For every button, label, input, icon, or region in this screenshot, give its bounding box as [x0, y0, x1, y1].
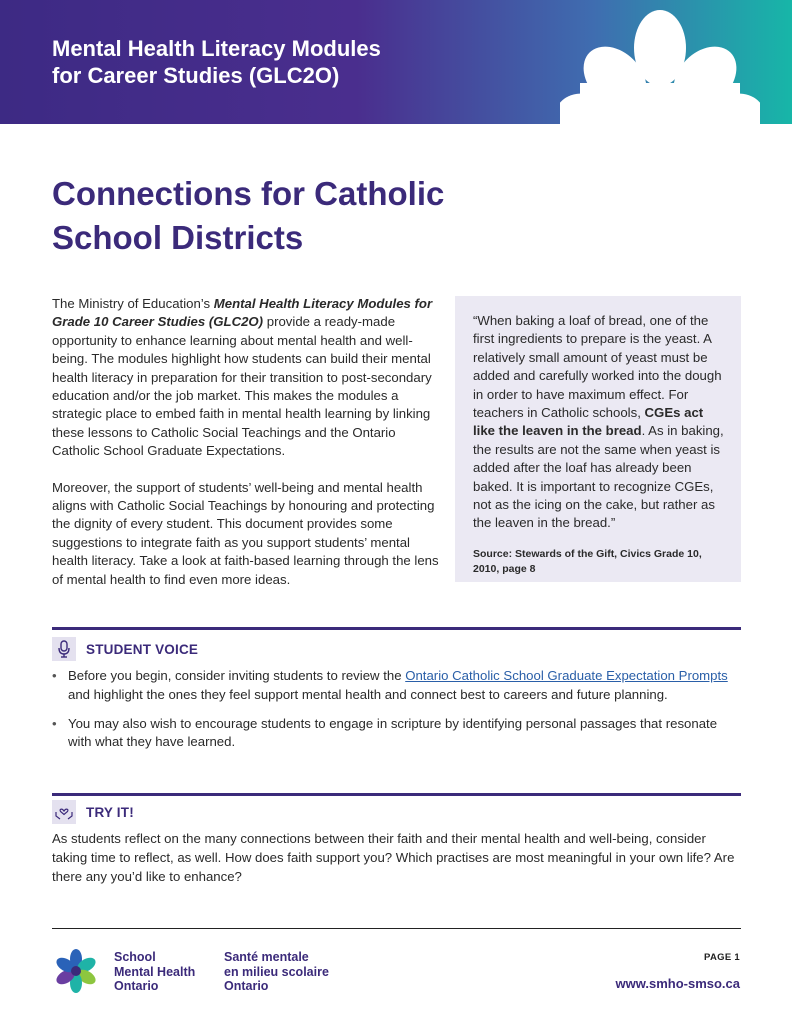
- footer-org-french: [224, 950, 329, 994]
- header-banner: [0, 0, 792, 124]
- smho-flower-logo-icon: [52, 947, 100, 995]
- intro-paragraph-2: Moreover, the support of students’ well-being and mental health aligns with Catholic Social Teachings by honouring and protecting the dignity of every student. This document provides some suggestions to integrate faith as you support students’ mental health literacy. Take a look at faith-based learning through the lens of mental health to find even more ideas.: [52, 479, 439, 587]
- student-voice-heading: STUDENT VOICE: [86, 641, 199, 657]
- quote-before: “When baking a loaf of bread, one of the first ingredients to prepare is the yeast. A relatively small amount of yeast must be added and carefully worked into the dough in order to have maximum effect. For teachers in Catholic schools,: [473, 313, 722, 421]
- footer-fr-line1: Santé mentale: [224, 950, 309, 964]
- banner-title-line2: for Career Studies (GLC2O): [52, 63, 340, 88]
- try-it-text: As students reflect on the many connections between their faith and their mental health and well-being, consider taking time to reflect, as well. How does faith support you? Which practises are most meaningful in your own life? Are there any you’d like to enhance?: [52, 831, 735, 884]
- quote-source: Source: Stewards of the Gift, Civics Grade 10, 2010, page 8: [473, 547, 702, 575]
- list-item: • You may also wish to encourage students to engage in scripture by identifying personal passages that resonate with what they have learned.: [52, 715, 742, 753]
- try-it-header: [52, 799, 741, 825]
- microphone-icon: [52, 637, 76, 661]
- try-it-heading: TRY IT!: [86, 804, 134, 820]
- footer-org-english: [114, 950, 195, 994]
- intro-text: [52, 295, 444, 607]
- intro-p1-after: provide a ready-made opportunity to enhance learning about mental health and well-being. The modules highlight how students can build their mental health literacy in preparation for their transition to post-secondary education and/or the job market. This makes the modules a strategic place to embed faith in mental health learning by linking these lessons to Catholic Social Teachings and the Ontario Catholic School Graduate Expectations.: [52, 314, 432, 459]
- quote-after: . As in baking, the results are not the same when yeast is added after the loaf has already been baked. It is important to recognize CGEs, not as the icing on the cake, but rather as the leaven in the bread.”: [473, 423, 724, 531]
- intro-p1-before: The Ministry of Education’s: [52, 296, 214, 311]
- footer-fr-line3: Ontario: [224, 979, 269, 993]
- footer-fr-line2: en milieu scolaire: [224, 964, 329, 979]
- bullet1-after: and highlight the ones they feel support mental health and connect best to careers and future planning.: [68, 686, 668, 702]
- website-link[interactable]: www.smho-smso.ca: [615, 976, 740, 991]
- footer-en-line2: Mental Health: [114, 964, 196, 979]
- modules-title-emphasis: Mental Health Literacy Modules for Grade 10 Career Studies (GLC2O): [52, 296, 433, 330]
- intro-paragraph-1: [52, 295, 444, 461]
- footer-en-line3: Ontario: [114, 979, 159, 993]
- student-voice-header: [52, 636, 741, 662]
- student-voice-list: [52, 667, 742, 762]
- page-number: PAGE 1: [704, 952, 740, 963]
- page-title-line1: Connections for Catholic: [52, 175, 445, 212]
- bullet1-before: Before you begin, consider inviting students to review the: [68, 668, 406, 683]
- hands-heart-icon: [52, 800, 76, 824]
- footer-divider: [52, 928, 741, 929]
- footer-en-line1: School: [114, 950, 156, 964]
- graduate-expectation-prompts-link[interactable]: Ontario Catholic School Graduate Expectation Prompts: [405, 668, 728, 683]
- quote-text: [473, 312, 727, 533]
- quote-bold: CGEs act like the leaven in the bread: [473, 405, 704, 439]
- banner-title: [52, 35, 381, 89]
- student-voice-divider: [52, 627, 741, 630]
- banner-title-line1: Mental Health Literacy Modules: [52, 36, 381, 61]
- list-item: [52, 667, 742, 705]
- quote-box: [455, 296, 741, 582]
- page-title: [52, 172, 572, 260]
- try-it-divider: [52, 793, 741, 796]
- page-title-line2: School Districts: [52, 219, 304, 256]
- flower-logo-icon: [560, 8, 760, 124]
